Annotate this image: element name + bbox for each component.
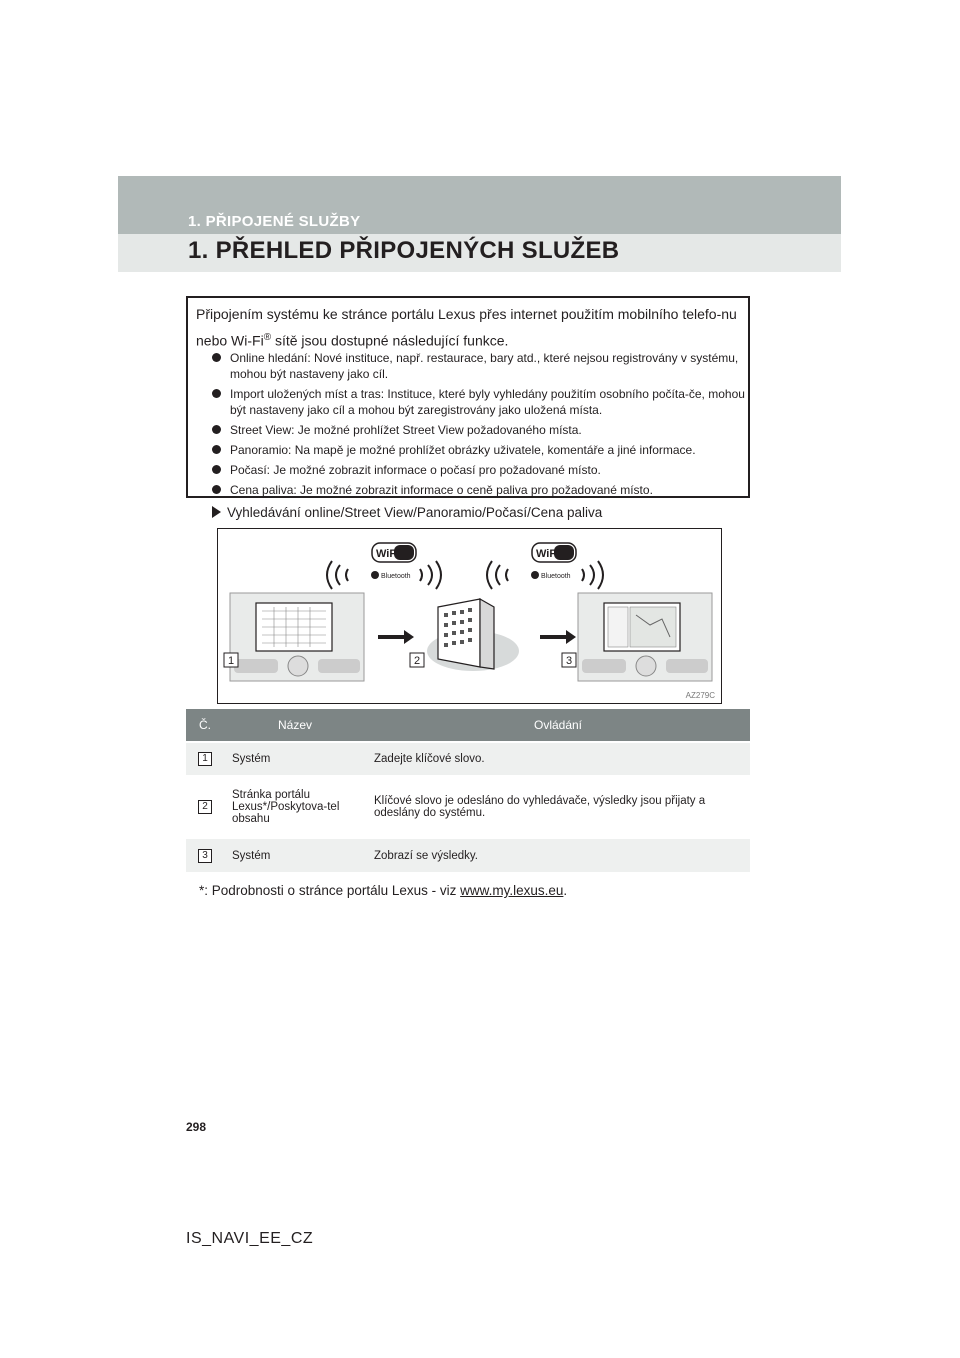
car-dashboard-left: [230, 593, 364, 681]
page-header: [118, 176, 841, 272]
feature-item: [206, 350, 746, 382]
chapter-title: 1. PŘIPOJENÉ SLUŽBY: [188, 213, 361, 230]
server-building-icon: [427, 599, 519, 671]
callout-2: [410, 653, 424, 667]
bluetooth-label: Bluetooth: [381, 573, 411, 580]
wifi-label: WiFi: [376, 548, 400, 560]
row-name: Systém: [224, 838, 366, 872]
document-code: IS_NAVI_EE_CZ: [186, 1230, 314, 1247]
feature-item: [206, 482, 746, 498]
page-number: 298: [186, 1120, 207, 1134]
feature-text: Import uložených míst a tras: Instituce, které byly vyhledány použitím osobního počíta-če, mohou být nastaveny jako cíl a mohou být zaregistrovány jako uložená místa.: [230, 387, 745, 417]
subsection-heading: [212, 505, 602, 520]
wifi-icon: [372, 543, 416, 562]
feature-list: [206, 350, 746, 502]
col-header-action: Ovládání: [366, 709, 750, 742]
callout-number: 2: [414, 655, 421, 667]
bullet-icon: [212, 353, 221, 362]
feature-item: [206, 442, 746, 458]
feature-text: Panoramio: Na mapě je možné prohlížet obrázky uživatele, komentáře a jiné informace.: [230, 443, 696, 457]
row-number: [186, 838, 224, 872]
wifi-icon: [532, 543, 576, 562]
feature-item: [206, 462, 746, 478]
footnote-end: .: [563, 883, 568, 898]
intro-text: [196, 302, 748, 353]
feature-item: [206, 386, 746, 418]
illustration-svg: [218, 529, 721, 703]
feature-text: Street View: Je možné prohlížet Street View požadovaného místa.: [230, 423, 582, 437]
arrow-icon: [540, 630, 576, 644]
feature-item: [206, 422, 746, 438]
feature-text: Počasí: Je možné zobrazit informace o počasí pro požadované místo.: [230, 463, 601, 477]
callout-3: [562, 653, 576, 667]
row-action: Zobrazí se výsledky.: [366, 838, 750, 872]
bluetooth-icon: [371, 571, 411, 580]
table-header-row: [186, 709, 750, 742]
bullet-icon: [212, 445, 221, 454]
callout-1: [224, 653, 238, 667]
intro-text-part1: Připojením systému ke stránce portálu Lexus přes internet použitím mobilního telefo-nu nebo Wi-Fi: [196, 306, 737, 349]
row-action: Zadejte klíčové slovo.: [366, 742, 750, 776]
number-box: 1: [198, 752, 212, 766]
bullet-icon: [212, 485, 221, 494]
bullet-icon: [212, 425, 221, 434]
section-title: 1. PŘEHLED PŘIPOJENÝCH SLUŽEB: [188, 237, 620, 264]
portal-link[interactable]: www.my.lexus.eu: [460, 883, 564, 898]
car-dashboard-right: [578, 593, 712, 681]
bluetooth-icon: [531, 571, 571, 580]
bullet-icon: [212, 465, 221, 474]
footnote: [199, 883, 567, 898]
row-name: Stránka portálu Lexus*/Poskytova-tel obsahu: [224, 776, 366, 838]
service-illustration: [217, 528, 722, 704]
callout-number: 3: [566, 655, 573, 667]
bluetooth-label: Bluetooth: [541, 573, 571, 580]
feature-text: Online hledání: Nové instituce, např. restaurace, bary atd., které nejsou registrovány v systému, mohou být nastaveny jako cíl.: [230, 351, 739, 381]
row-name: Systém: [224, 742, 366, 776]
steps-table: [186, 709, 750, 872]
arrow-icon: [378, 630, 414, 644]
number-box: 2: [198, 800, 212, 814]
feature-text: Cena paliva: Je možné zobrazit informace o ceně paliva pro požadované místo.: [230, 483, 653, 497]
callout-number: 1: [228, 655, 235, 667]
col-header-number: Č.: [186, 709, 224, 742]
col-header-name: Název: [224, 709, 366, 742]
wifi-label: WiFi: [536, 548, 560, 560]
row-number: [186, 776, 224, 838]
table-row: [186, 742, 750, 776]
table-row: [186, 838, 750, 872]
number-box: 3: [198, 849, 212, 863]
registered-mark: ®: [263, 332, 272, 343]
intro-box: [186, 296, 750, 498]
bullet-icon: [212, 389, 221, 398]
footnote-text: *: Podrobnosti o stránce portálu Lexus - viz: [199, 883, 461, 898]
intro-text-part2: sítě jsou dostupné následující funkce.: [271, 332, 509, 349]
row-action: Klíčové slovo je odesláno do vyhledávače, výsledky jsou přijaty a odeslány do systému.: [366, 776, 750, 838]
triangle-icon: [212, 506, 221, 518]
table-row: [186, 776, 750, 838]
figure-code: AZ279C: [685, 691, 715, 700]
subsection-heading-text: Vyhledávání online/Street View/Panoramio/Počasí/Cena paliva: [227, 505, 603, 520]
row-number: [186, 742, 224, 776]
